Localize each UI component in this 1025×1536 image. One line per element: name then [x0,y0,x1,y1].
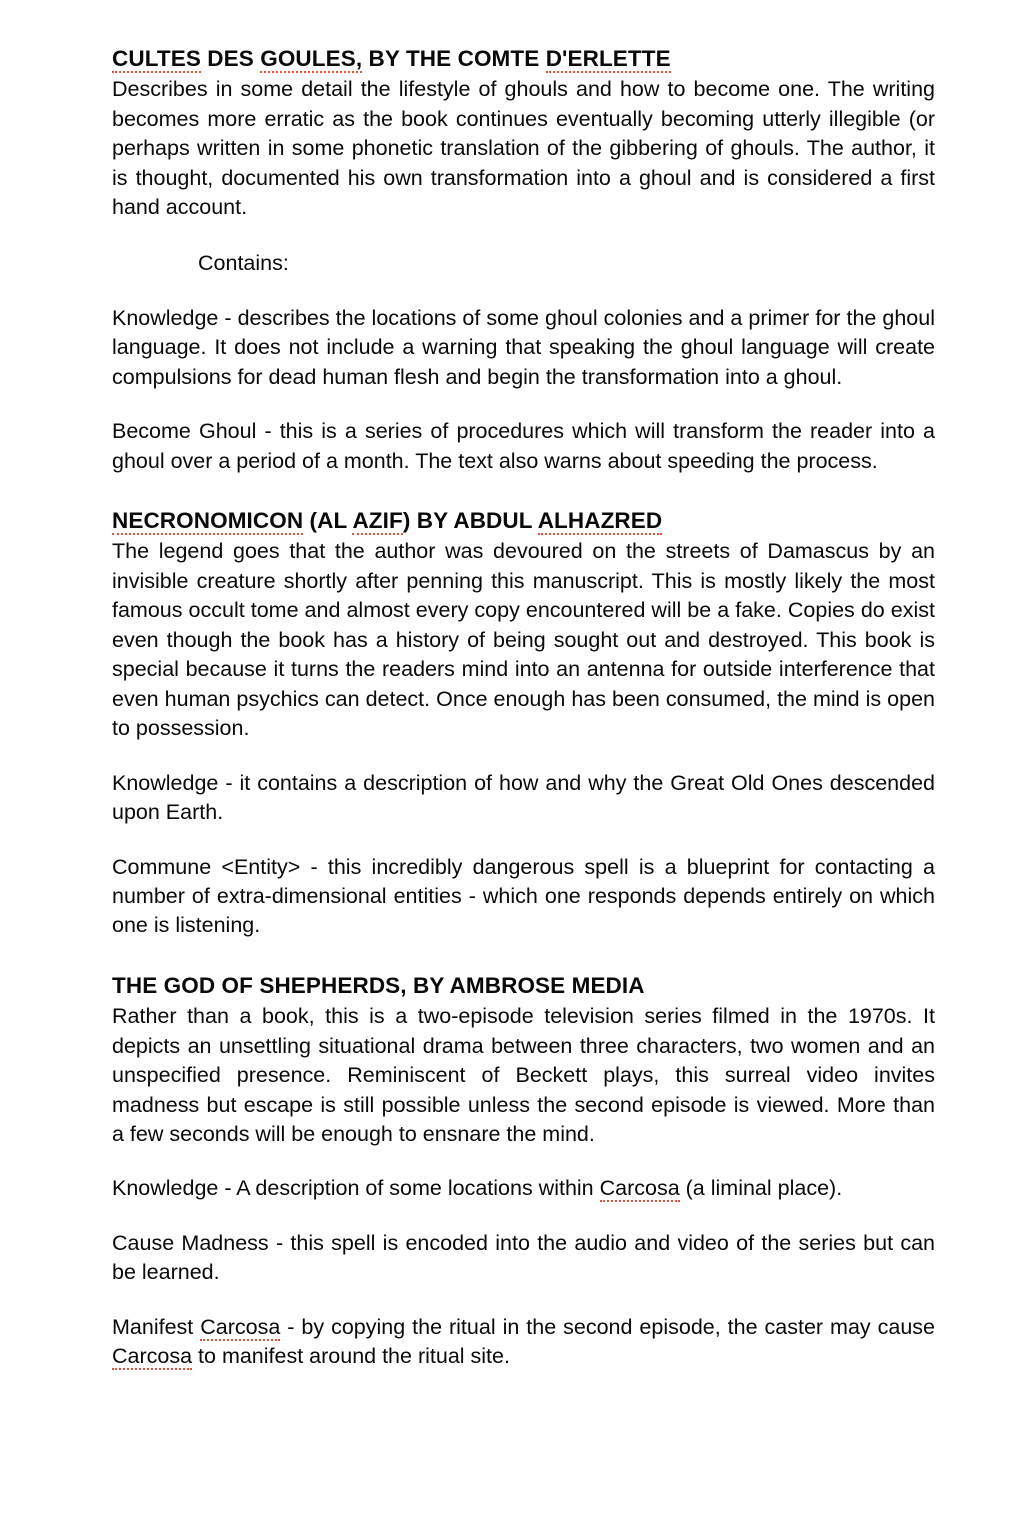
document-body [112,44,935,1372]
entry-intro-paragraph: Rather than a book, this is a two-episode television series filmed in the 1970s. It depicts an unsettling situational drama between three characters, two women and an unspecified presence. Reminiscent of Beckett plays, this surreal video invites madness but escape is still possible unless the second episode is viewed. More than a few seconds will be enough to ensnare the mind. [112,1004,935,1146]
entry-intro-paragraph: Describes in some detail the lifestyle of ghouls and how to become one. The writing becomes more erratic as the book continues eventually becoming utterly illegible (or perhaps written in some phonetic translation of the gibbering of ghouls. The author, it is thought, documented his own transformation into a ghoul and is considered a first hand account. [112,77,935,220]
title-word: AZIF [352,508,403,534]
title-word: ALHAZRED [537,508,663,534]
section-text: to manifest around the ritual site. [192,1344,510,1369]
paragraph-spacer [112,278,935,304]
entry-section-manifest-carcosa [112,1313,935,1372]
entry-section-knowledge [112,1174,935,1203]
title-word: BY THE COMTE [362,46,546,71]
entry-section-become-ghoul: Become Ghoul - this is a series of procedures which will transform the reader into a ghoul over a period of a month. The text also warns about speeding the process. [112,419,935,473]
title-word: THE GOD OF SHEPHERDS, BY AMBROSE MEDIA [112,972,645,998]
section-text: Knowledge - A description of some locations within [112,1176,600,1201]
title-word: ) BY ABDUL [402,508,538,534]
section-text: (a liminal place). [679,1176,843,1201]
entry-section-cause-madness [112,1229,935,1288]
paragraph-spacer [112,828,935,853]
entry-section-commune: Commune <Entity> - this incredibly dangerous spell is a blueprint for contacting a number of extra-dimensional entities - which one responds depends entirely on which one is listening. [112,854,935,938]
section-text: - by copying the ritual in the second episode, the caster may cause [280,1314,936,1339]
paragraph-spacer [112,744,935,769]
title-word: (AL [303,508,353,534]
title-word: CULTES [112,46,201,71]
entry-title-necronomicon [112,506,935,535]
entry-intro-paragraph: The legend goes that the author was devoured on the streets of Damascus by an invisible creature shortly after penning this manuscript. This is mostly likely the most famous occult tome and almost every copy encountered will be a fake. Copies do exist even though the book has a history of being sought out and destroyed. This book is special because it turns the readers mind into an antenna for outside interference that even human psychics can detect. Once enough has been consumed, the mind is open to possession. [112,539,935,741]
spellcheck-word: Carcosa [112,1344,193,1369]
entry-title-god-of-shepherds [112,971,935,1000]
entry-section-knowledge: Knowledge - describes the locations of some ghoul colonies and a primer for the ghoul language. It does not include a warning that speaking the ghoul language will create compulsions for dead human flesh and begin the transformation into a ghoul. [112,305,935,389]
paragraph-spacer [112,1204,935,1229]
entry-section-knowledge: Knowledge - it contains a description of how and why the Great Old Ones descended upon Earth. [112,770,935,825]
section-text: Cause Madness - this spell is encoded into the audio and video of the series but can be learned. [112,1230,935,1285]
contains-label: Contains: [198,250,289,275]
paragraph-spacer [112,223,935,249]
title-word: DES [200,46,261,71]
spellcheck-word: Carcosa [200,1314,281,1339]
section-text: Manifest [112,1314,201,1339]
paragraph-spacer [112,1288,935,1313]
title-word: D'ERLETTE [545,46,671,71]
entry-title-cultes-des-goules [112,44,935,73]
spellcheck-word: Carcosa [599,1176,680,1201]
paragraph-spacer [112,1149,935,1174]
title-word: NECRONOMICON [112,508,304,534]
paragraph-spacer [112,392,935,417]
title-word: GOULES, [260,46,363,71]
